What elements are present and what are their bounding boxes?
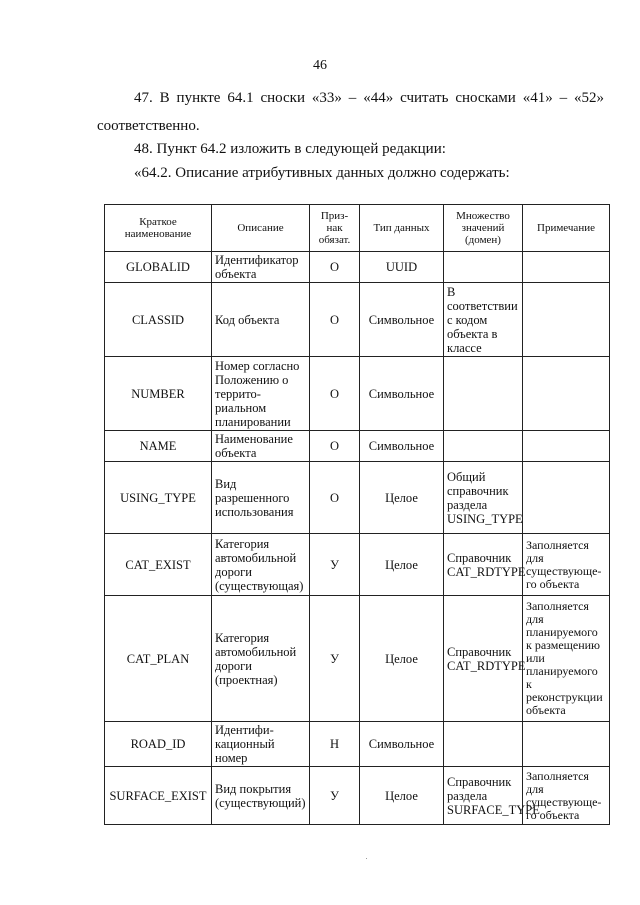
cell-description: Наименование объекта [212, 431, 310, 462]
cell-required: У [310, 596, 360, 722]
cell-data-type: Целое [360, 596, 444, 722]
scan-speck [366, 858, 367, 859]
cell-required: О [310, 252, 360, 283]
cell-required: Н [310, 722, 360, 767]
cell-domain: Справочник раздела SURFACE_TYPE [444, 767, 523, 825]
cell-name: NUMBER [105, 357, 212, 431]
table-row [105, 534, 610, 596]
cell-note [523, 462, 610, 534]
cell-data-type: Символьное [360, 431, 444, 462]
header-required: Приз-нак обязат. [310, 205, 360, 252]
cell-required: О [310, 431, 360, 462]
cell-name: CLASSID [105, 283, 212, 357]
cell-description: Код объекта [212, 283, 310, 357]
cell-name: CAT_PLAN [105, 596, 212, 722]
cell-domain [444, 722, 523, 767]
header-description: Описание [212, 205, 310, 252]
cell-domain: В соответствии с кодом объекта в классе [444, 283, 523, 357]
table-row [105, 283, 610, 357]
cell-data-type: Целое [360, 462, 444, 534]
header-name: Краткое наименование [105, 205, 212, 252]
table-header-row [105, 205, 610, 252]
cell-note [523, 357, 610, 431]
cell-description: Категория автомобильной дороги (существующая) [212, 534, 310, 596]
cell-note [523, 252, 610, 283]
cell-required: О [310, 283, 360, 357]
cell-description: Вид разрешенного использования [212, 462, 310, 534]
cell-description: Идентифи-кационный номер [212, 722, 310, 767]
cell-domain: Общий справочник раздела USING_TYPE [444, 462, 523, 534]
cell-description: Вид покрытия (существующий) [212, 767, 310, 825]
cell-description: Идентификатор объекта [212, 252, 310, 283]
cell-description: Номер согласно Положению о террито-риальном планировании [212, 357, 310, 431]
cell-required: О [310, 462, 360, 534]
cell-domain [444, 252, 523, 283]
header-domain: Множество значений (домен) [444, 205, 523, 252]
cell-domain [444, 357, 523, 431]
table-row [105, 722, 610, 767]
cell-domain [444, 431, 523, 462]
cell-name: SURFACE_EXIST [105, 767, 212, 825]
paragraph-64-2: «64.2. Описание атрибутивных данных должно содержать: [134, 165, 510, 181]
header-note: Примечание [523, 205, 610, 252]
cell-required: У [310, 767, 360, 825]
cell-note: Заполняется для планируемого к размещению или планируемого к реконструкции объекта [523, 596, 610, 722]
cell-note: Заполняется для существующе-го объекта [523, 767, 610, 825]
cell-data-type: Символьное [360, 357, 444, 431]
paragraph-48: 48. Пункт 64.2 изложить в следующей редакции: [134, 141, 446, 157]
cell-data-type: UUID [360, 252, 444, 283]
table-row [105, 767, 610, 825]
cell-note [523, 283, 610, 357]
cell-name: CAT_EXIST [105, 534, 212, 596]
cell-domain: Справочник CAT_RDTYPE [444, 534, 523, 596]
cell-data-type: Символьное [360, 283, 444, 357]
cell-note [523, 431, 610, 462]
page-number: 46 [313, 58, 327, 73]
paragraph-47-line2: соответственно. [97, 118, 200, 134]
cell-name: ROAD_ID [105, 722, 212, 767]
table-row [105, 462, 610, 534]
cell-data-type: Целое [360, 767, 444, 825]
cell-name: GLOBALID [105, 252, 212, 283]
table-row [105, 357, 610, 431]
cell-note [523, 722, 610, 767]
cell-name: NAME [105, 431, 212, 462]
cell-description: Категория автомобильной дороги (проектная) [212, 596, 310, 722]
attributes-table [104, 204, 610, 825]
table-row [105, 596, 610, 722]
cell-data-type: Целое [360, 534, 444, 596]
cell-required: У [310, 534, 360, 596]
cell-required: О [310, 357, 360, 431]
header-data-type: Тип данных [360, 205, 444, 252]
table-row [105, 431, 610, 462]
paragraph-47-line1: 47. В пункте 64.1 сноски «33» – «44» считать сносками «41» – «52» [134, 90, 604, 106]
cell-domain: Справочник CAT_RDTYPE [444, 596, 523, 722]
cell-note: Заполняется для существующе-го объекта [523, 534, 610, 596]
cell-data-type: Символьное [360, 722, 444, 767]
cell-name: USING_TYPE [105, 462, 212, 534]
table-row [105, 252, 610, 283]
